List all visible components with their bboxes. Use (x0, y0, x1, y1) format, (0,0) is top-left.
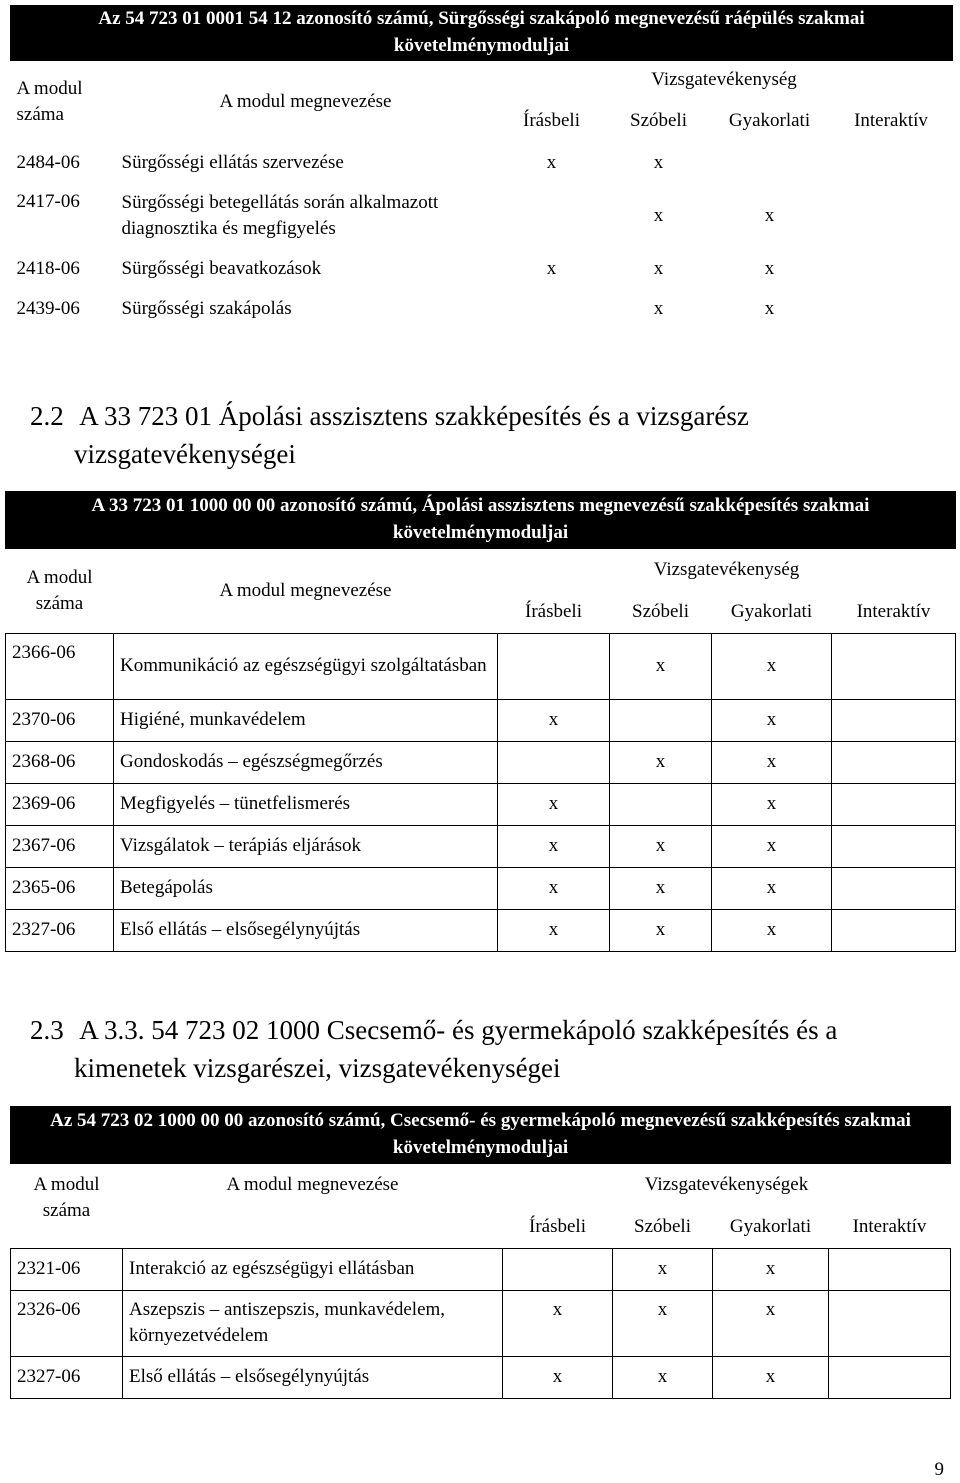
module-name: Vizsgálatok – terápiás eljárások (114, 825, 498, 867)
mark-cell (829, 1356, 951, 1398)
module-name: Aszepszis – antiszepszis, munkavédelem, környezetvédelem (123, 1290, 503, 1356)
mark-cell (830, 249, 953, 289)
col-header-modul-szama: A modul száma (33, 1174, 100, 1221)
section-title-line1: A 3.3. 54 723 02 1000 Csecsemő- és gyermekápoló szakképesítés és a (79, 1015, 838, 1045)
mark-cell: x (713, 1248, 829, 1290)
section-title-line2: vizsgatevékenységei (74, 438, 296, 469)
col-header-modul-szama: A modul száma (16, 78, 83, 125)
mark-cell (830, 143, 953, 183)
sub-header: Szóbeli (634, 1215, 691, 1237)
mark-cell: x (712, 783, 832, 825)
module-name: Sürgősségi betegellátás során alkalmazott diagnosztika és megfigyelés (121, 192, 439, 239)
module-code: 2327-06 (11, 1356, 123, 1398)
mark-cell (830, 183, 953, 249)
module-name: Higiéné, munkavédelem (114, 699, 498, 741)
table-row (11, 1248, 951, 1290)
module-code: 2321-06 (11, 1248, 123, 1290)
section-heading-2-3 (30, 1012, 837, 1088)
mark-cell: x (503, 1356, 613, 1398)
col-header-modul-nev: A modul megnevezése (219, 91, 392, 113)
mark-cell: x (713, 1290, 829, 1356)
table-caption: A 33 723 01 1000 00 00 azonosító számú, Ápolási asszisztens megnevezésű szakképesítés szakmai követelménymoduljai (6, 492, 956, 549)
mark-cell: x (498, 699, 610, 741)
module-name: Kommunikáció az egészségügyi szolgáltatásban (114, 633, 498, 699)
mark-cell (832, 867, 956, 909)
section-heading-2-2 (30, 398, 749, 474)
table-row (11, 249, 953, 289)
mark-cell: x (498, 825, 610, 867)
mark-cell (832, 633, 956, 699)
module-name: Első ellátás – elsősegélynyújtás (114, 909, 498, 951)
table-row (6, 825, 956, 867)
mark-cell (498, 633, 610, 699)
mark-cell: x (712, 741, 832, 783)
mark-cell (830, 289, 953, 329)
module-code: 2327-06 (6, 909, 114, 951)
table-row (11, 143, 953, 183)
mark-cell (610, 699, 712, 741)
mark-cell: x (498, 909, 610, 951)
module-code: 2370-06 (6, 699, 114, 741)
mark-cell: x (712, 909, 832, 951)
mark-cell: x (653, 298, 664, 320)
mark-cell (496, 183, 608, 249)
table-row (6, 741, 956, 783)
mark-cell: x (764, 298, 775, 320)
table-3 (10, 1106, 951, 1399)
sub-header: Írásbeli (525, 600, 582, 622)
mark-cell: x (503, 1290, 613, 1356)
col-header-modul-nev: A modul megnevezése (226, 1174, 399, 1196)
module-name: Megfigyelés – tünetfelismerés (114, 783, 498, 825)
mark-cell: x (713, 1356, 829, 1398)
module-code: 2369-06 (6, 783, 114, 825)
mark-cell (832, 783, 956, 825)
table-row (11, 1356, 951, 1398)
mark-cell: x (764, 205, 775, 227)
table-row (11, 289, 953, 329)
mark-cell: x (712, 699, 832, 741)
module-code: 2417-06 (16, 191, 80, 212)
module-name: Sürgősségi szakápolás (121, 298, 292, 320)
mark-cell (832, 741, 956, 783)
module-code: 2365-06 (6, 867, 114, 909)
mark-cell (610, 783, 712, 825)
sub-header: Gyakorlati (729, 1215, 812, 1237)
sub-header: Interaktív (854, 110, 928, 132)
module-code: 2439-06 (16, 298, 80, 320)
mark-cell: x (546, 152, 557, 174)
mark-cell: x (653, 205, 664, 227)
sub-header: Szóbeli (630, 110, 687, 132)
mark-cell (832, 825, 956, 867)
table-caption: Az 54 723 02 1000 00 00 azonosító számú, Csecsemő- és gyermekápoló megnevezésű szakképesítés szakmai követelménymoduljai (11, 1107, 951, 1164)
mark-cell: x (712, 825, 832, 867)
mark-cell: x (712, 633, 832, 699)
mark-cell (829, 1290, 951, 1356)
mark-cell: x (610, 909, 712, 951)
page-number: 9 (934, 1459, 944, 1480)
module-name: Interakció az egészségügyi ellátásban (123, 1248, 503, 1290)
mark-cell: x (712, 867, 832, 909)
mark-cell: x (610, 825, 712, 867)
mark-cell (496, 289, 608, 329)
mark-cell: x (653, 152, 664, 174)
sub-header: Írásbeli (529, 1215, 586, 1237)
mark-cell: x (610, 741, 712, 783)
module-name: Betegápolás (114, 867, 498, 909)
module-name: Sürgősségi ellátás szervezése (121, 152, 344, 174)
mark-cell: x (613, 1248, 713, 1290)
section-title-line2: kimenetek vizsgarészei, vizsgatevékenységei (74, 1052, 561, 1083)
module-code: 2484-06 (16, 152, 80, 174)
section-title-line1: A 33 723 01 Ápolási asszisztens szakképesítés és a vizsgarész (79, 401, 749, 431)
sub-header: Gyakorlati (728, 110, 811, 132)
table-row (6, 699, 956, 741)
table-row (6, 633, 956, 699)
sub-header: Interaktív (852, 1215, 927, 1237)
module-code: 2366-06 (6, 633, 114, 699)
col-header-modul-szama: A modul száma (26, 567, 93, 614)
mark-cell: x (613, 1356, 713, 1398)
mark-cell: x (613, 1290, 713, 1356)
table-row (11, 183, 953, 249)
col-header-vizsga: Vizsgatevékenység (653, 559, 800, 581)
mark-cell: x (498, 867, 610, 909)
module-code: 2326-06 (11, 1290, 123, 1356)
module-name: Első ellátás – elsősegélynyújtás (123, 1356, 503, 1398)
table-row (6, 909, 956, 951)
section-number: 2.2 (30, 401, 64, 431)
module-name: Gondoskodás – egészségmegőrzés (114, 741, 498, 783)
mark-cell (503, 1248, 613, 1290)
mark-cell: x (610, 633, 712, 699)
mark-cell: x (498, 783, 610, 825)
sub-header: Interaktív (856, 600, 931, 622)
col-header-vizsga: Vizsgatevékenység (651, 69, 797, 91)
table-row (6, 783, 956, 825)
mark-cell (832, 909, 956, 951)
col-header-vizsga: Vizsgatevékenységek (644, 1174, 809, 1196)
sub-header: Szóbeli (632, 600, 689, 622)
table-2 (5, 491, 956, 952)
sub-header: Gyakorlati (730, 600, 813, 622)
mark-cell: x (653, 258, 664, 280)
mark-cell (829, 1248, 951, 1290)
mark-cell (710, 143, 830, 183)
module-code: 2367-06 (6, 825, 114, 867)
table-row (11, 1290, 951, 1356)
table-caption: Az 54 723 01 0001 54 12 azonosító számú, Sürgősségi szakápoló megnevezésű ráépülés szakmai követelménymoduljai (11, 6, 953, 61)
mark-cell (498, 741, 610, 783)
sub-header: Írásbeli (523, 110, 580, 132)
mark-cell: x (610, 867, 712, 909)
module-code: 2418-06 (16, 258, 80, 280)
mark-cell (832, 699, 956, 741)
table-1 (10, 5, 953, 329)
col-header-modul-nev: A modul megnevezése (219, 579, 392, 601)
mark-cell: x (546, 258, 557, 280)
module-name: Sürgősségi beavatkozások (121, 258, 322, 280)
module-code: 2368-06 (6, 741, 114, 783)
table-row (6, 867, 956, 909)
section-number: 2.3 (30, 1015, 64, 1045)
mark-cell: x (764, 258, 775, 280)
